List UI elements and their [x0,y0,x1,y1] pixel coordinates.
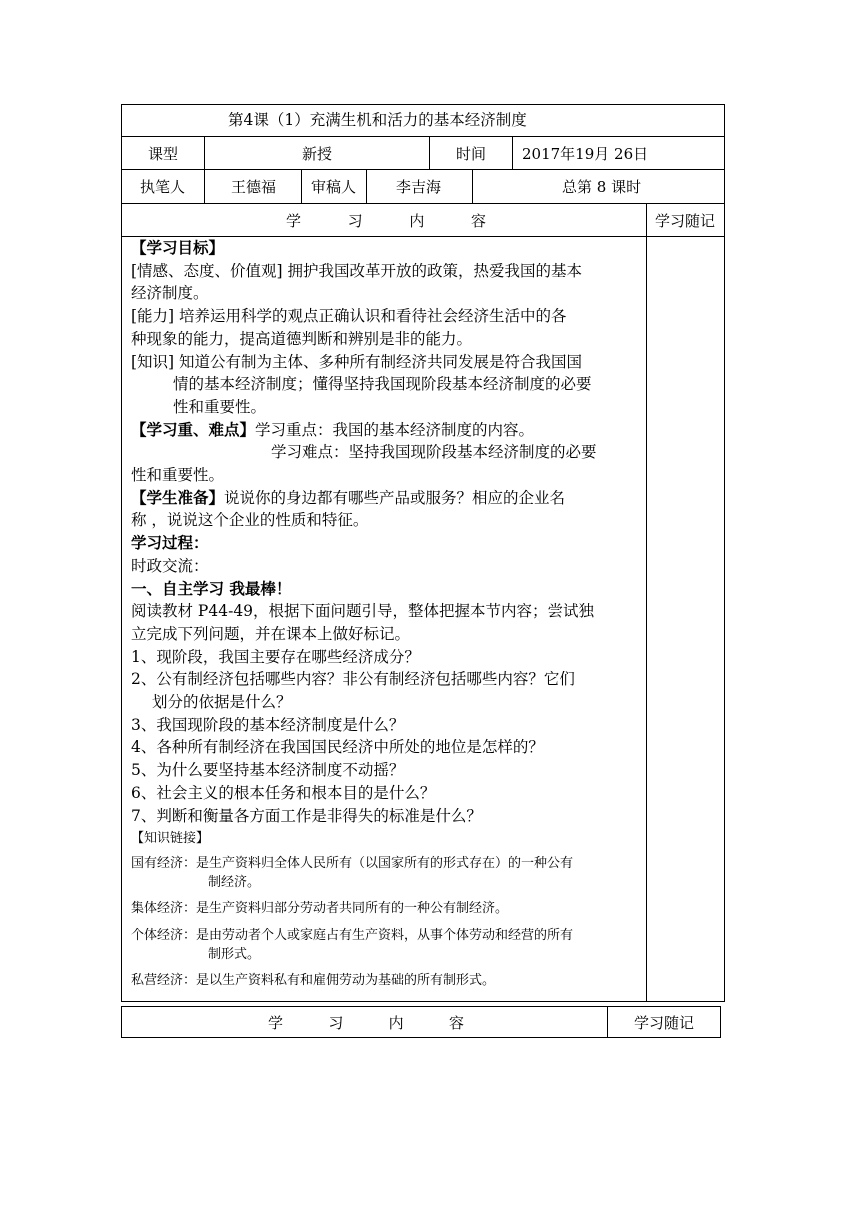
col-divider [429,136,430,170]
lesson-title: 第4课（1）充满生机和活力的基本经济制度 [228,111,527,129]
knowledge-heading: 【知识链接】 [131,831,210,847]
question-7: 7、判断和衡量各方面工作是非得失的标准是什么？ [131,806,482,825]
question-4: 4、各种所有制经济在我国国民经济中所处的地位是怎样的？ [131,738,544,757]
footer-border-right [720,1006,721,1038]
footer-content-header: 学 习 内 容 [268,1014,464,1032]
knowledge-item: 私营经济：是以生产资料私有和雇佣劳动为基础的所有制形式。 [131,973,496,989]
goals-heading: 【学习目标】 [131,238,225,257]
table-border-left [121,104,122,1002]
goal-emotion: [情感、态度、价值观] 拥护我国改革开放的政策，热爱我国的基本 [131,261,583,280]
col-divider [366,169,367,203]
knowledge-item: 个体经济：是由劳动者个人或家庭占有生产资料，从事个体劳动和经营的所有 [131,928,574,944]
question-5: 5、为什么要坚持基本经济制度不动摇？ [131,761,405,780]
col-divider [512,136,513,170]
table-border-bottom [121,1001,725,1002]
knowledge-item: 国有经济：是生产资料归全体人民所有（以国家所有的形式存在）的一种公有 [131,856,574,872]
table-border-right [724,104,725,1002]
learning-content: 【学习目标】 [情感、态度、价值观] 拥护我国改革开放的政策，热爱我国的基本 经济制度。 [能力] 培养运用科学的观点正确认识和看待社会经济生活中的各 种现象的能力，提高道德判断和辨别是非的能力。 [知识] 知道公有制为主体、多种所有制经济共同发展是符合我国国 情的基本经济制度；懂得坚持我国现阶段基本经济制度的必要 性和重要性。 【学习重、难点】学习重点：我国的基本经济制度的内容。 学习难点：坚持我国现阶段基本经济制度的必要 性和重要性。 【学生准备】说说你的身边都有哪些产品或服务？相应的企业名 称 ，说说这个企业的性质和特征。 学习过程： 时政交流： 一、自主学习 我最棒！ 阅读教材 P44-49，根据下面问题引导，整体把握本节内容；尝试独 立完成下列问题，并在课本上做好标记。 1、现阶段，我国主要存在哪些经济成分？ 2、公有制经济包括哪些内容？非公有制经济包括哪些内容？它们 划分的依据是什么？ 3、我国现阶段的基本经济制度是什么？ 4、各种所有制经济在我国国民经济中所处的地位是怎样的？ 5、为什么要坚持基本经济制度不动摇？ 6、社会主义的根本任务和根本目的是什么？ 7、判断和衡量各方面工作是非得失的标准是什么？ 【知识链接】 国有经济：是生产资料归全体人民所有（以国家所有的形式存在）的一种公有 制经济。 集体经济：是生产资料归部分劳动者共同所有的一种公有制经济。 个体经济：是由劳动者个人或家庭占有生产资料，从事个体劳动和经营的所有 制形式。 私营经济：是以生产资料私有和雇佣劳动为基础的所有制形式。 [131,237,643,990]
footer-border-top [121,1006,721,1007]
total-lessons: 总第 8 课时 [562,178,642,196]
question-6: 6、社会主义的根本任务和根本目的是什么？ [131,783,436,802]
goal-knowledge: [知识] 知道公有制为主体、多种所有制经济共同发展是符合我国国 [131,352,583,371]
time-label: 时间 [456,145,487,163]
time-value: 2017年19月 26日 [522,145,649,163]
author-label: 执笔人 [140,178,186,196]
col-divider [204,169,205,203]
content-column-header: 学 习 内 容 [286,212,486,230]
process-heading: 学习过程： [131,533,209,553]
knowledge-links: 【知识链接】 国有经济：是生产资料归全体人民所有（以国家所有的形式存在）的一种公有 制经济。 集体经济：是生产资料归部分劳动者共同所有的一种公有制经济。 个体经济：是由劳动者个人或家庭占有生产资料，从事个体劳动和经营的所有 制形式。 私营经济：是以生产资料私有和雇佣劳动为基础的所有制形式。 [131,829,643,990]
key-points: 【学习重、难点】学习重点：我国的基本经济制度的内容。 [131,419,535,439]
student-prep: 【学生准备】说说你的身边都有哪些产品或服务？相应的企业名 [131,487,566,507]
question-1: 1、现阶段，我国主要存在哪些经济成分？ [131,647,420,666]
reviewer-value: 李吉海 [396,178,442,196]
author-value: 王德福 [231,178,277,196]
col-divider [301,169,302,203]
table-border-top [121,104,725,105]
lesson-type-label: 课型 [148,145,179,163]
row-divider-1 [121,136,725,137]
notes-column-header: 学习随记 [655,212,716,230]
section1-intro: 阅读教材 P44-49，根据下面问题引导，整体把握本节内容；尝试独 [131,602,595,621]
footer-notes-header: 学习随记 [634,1014,695,1032]
footer-col-divider [607,1006,608,1038]
col-divider [472,169,473,203]
difficult-points: 学习难点：坚持我国现阶段基本经济制度的必要 [271,443,597,462]
current-affairs: 时政交流： [131,556,209,575]
lesson-type-value: 新授 [302,145,333,163]
col-divider [204,136,205,170]
footer-border-left [121,1006,122,1038]
section1-heading: 一、自主学习 我最棒！ [131,578,292,598]
question-2: 2、公有制经济包括哪些内容？非公有制经济包括哪些内容？它们 [131,670,575,689]
row-divider-3 [121,203,725,204]
question-3: 3、我国现阶段的基本经济制度是什么？ [131,715,405,734]
notes-col-divider [646,203,647,1001]
footer-border-bottom [121,1037,721,1038]
reviewer-label: 审稿人 [311,178,357,196]
row-divider-2 [121,169,725,170]
goal-ability: [能力] 培养运用科学的观点正确认识和看待社会经济生活中的各 [131,307,567,326]
knowledge-item: 集体经济：是生产资料归部分劳动者共同所有的一种公有制经济。 [131,901,509,917]
